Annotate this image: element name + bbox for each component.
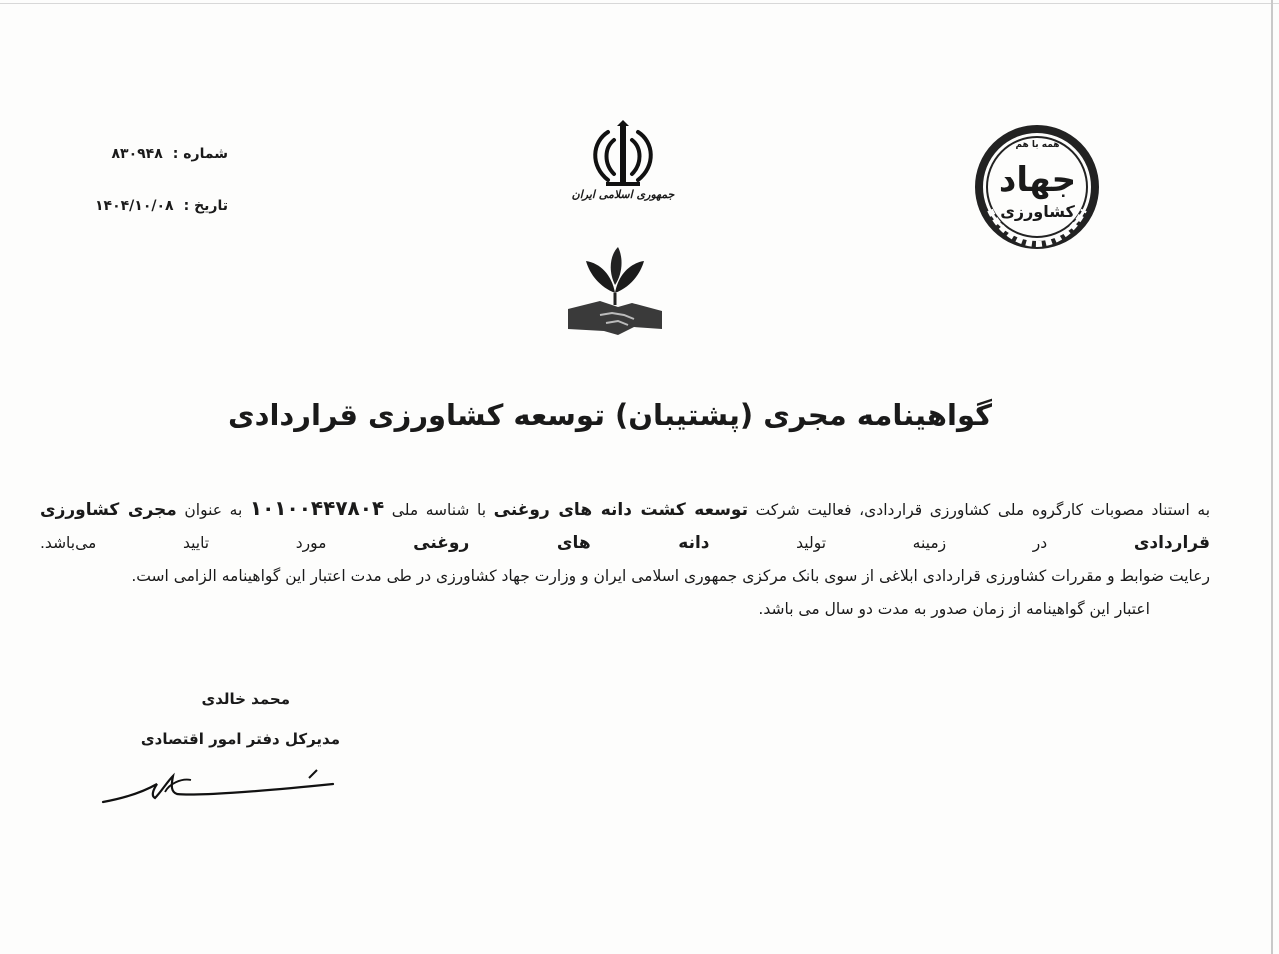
certificate-title: گواهینامه مجری (پشتیبان) توسعه کشاورزی قراردادی <box>228 398 992 432</box>
p1-text-e: مورد تایید می‌باشد. <box>40 534 414 552</box>
signer-role: مدیرکل دفتر امور اقتصادی <box>140 730 340 748</box>
number-value: ۸۳۰۹۴۸ <box>111 146 163 162</box>
national-id: ۱۰۱۰۰۴۴۷۸۰۴ <box>249 496 385 520</box>
date-label: تاریخ : <box>183 198 228 214</box>
field-text: دانه های روغنی <box>413 533 710 553</box>
jihad-keshavarzi-logo <box>970 120 1105 255</box>
number-label: شماره : <box>172 146 228 162</box>
date-row <box>58 180 228 232</box>
role-text: مجری کشاورزی قراردادی <box>40 500 1211 553</box>
signer-block <box>110 690 340 748</box>
reference-block <box>58 128 228 232</box>
company-name: توسعه کشت دانه های روغنی <box>493 500 748 520</box>
emblem-icon <box>568 118 678 190</box>
p1-text-b: با شناسه ملی <box>384 501 494 519</box>
scan-edge-top <box>0 3 1279 4</box>
national-emblem <box>568 118 678 218</box>
seal-main-text: جهاد <box>998 160 1077 200</box>
date-value: ۱۴۰۴/۱۰/۰۸ <box>95 198 174 214</box>
body-paragraph-1 <box>40 492 1210 560</box>
p1-text-c: به عنوان <box>176 501 250 519</box>
body-paragraph-2: رعایت ضوابط و مقررات کشاورزی قراردادی ابلاغی از سوی بانک مرکزی جمهوری اسلامی ایران و وزارت جهاد کشاورزی در طی مدت اعتبار این گواهینامه الزامی است. <box>131 567 1210 585</box>
scan-edge-right <box>1271 0 1273 954</box>
handwritten-signature <box>95 762 345 812</box>
p1-text-d: در زمینه تولید <box>709 534 1134 552</box>
number-row <box>58 128 228 180</box>
signer-name: محمد خالدی <box>201 690 290 708</box>
body-paragraph-3: اعتبار این گواهینامه از زمان صدور به مدت دو سال می باشد. <box>758 600 1150 618</box>
certificate-body <box>40 492 1210 626</box>
seal-top-text: همه با هم <box>1015 140 1060 150</box>
p1-text-a: به استناد مصوبات کارگروه ملی کشاورزی قراردادی، فعالیت شرکت <box>747 501 1211 519</box>
handshake-plant-logo <box>560 245 670 345</box>
seal-sub-text: کشاورزی <box>1000 202 1075 221</box>
handshake-icon <box>560 245 670 345</box>
emblem-caption: جمهوری اسلامی ایران <box>571 188 675 201</box>
